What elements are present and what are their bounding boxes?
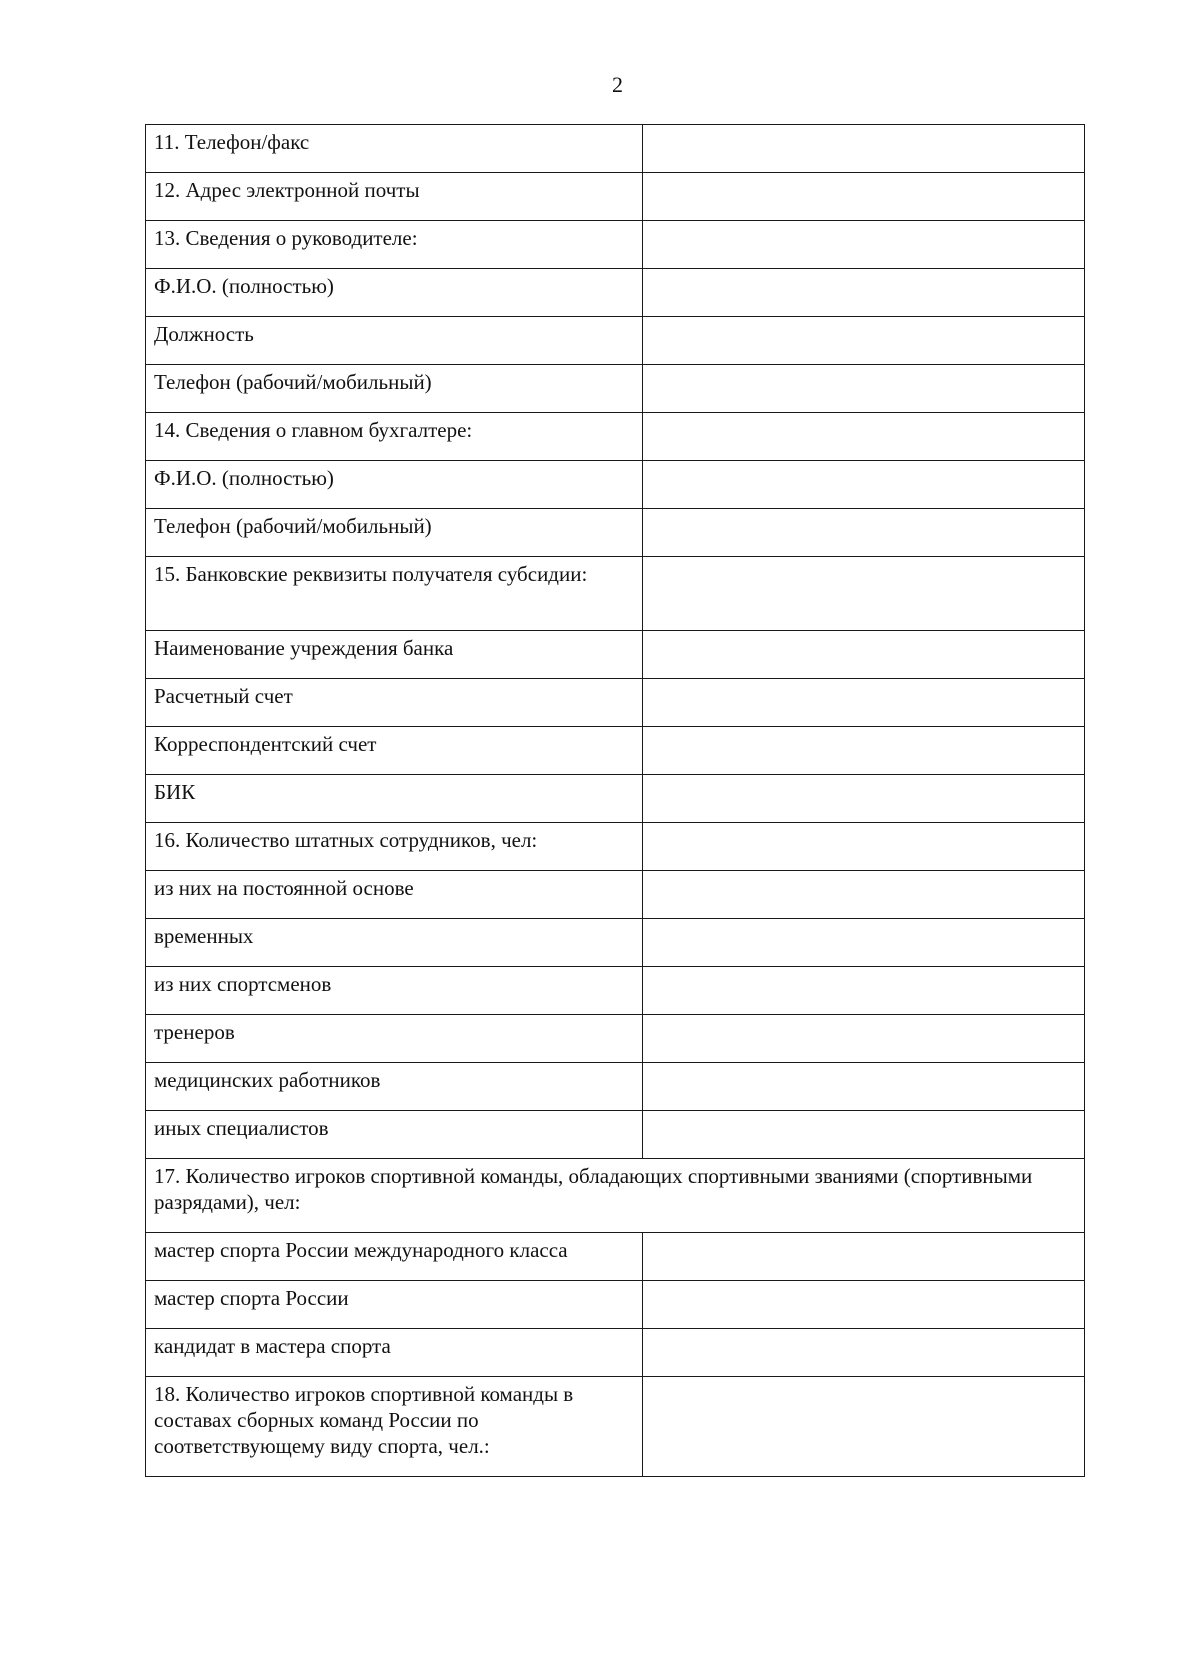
row-value-cell[interactable] — [643, 631, 1085, 679]
row-label: Расчетный счет — [146, 679, 643, 727]
row-value-cell[interactable] — [643, 1063, 1085, 1111]
row-label: из них спортсменов — [146, 967, 643, 1015]
table-row — [146, 365, 1085, 413]
table-row — [146, 413, 1085, 461]
row-label: 13. Сведения о руководителе: — [146, 221, 643, 269]
page-number: 2 — [612, 72, 623, 97]
table-row — [146, 1281, 1085, 1329]
table-row — [146, 125, 1085, 173]
row-label: 12. Адрес электронной почты — [146, 173, 643, 221]
row-value-cell[interactable] — [643, 967, 1085, 1015]
row-label: кандидат в мастера спорта — [146, 1329, 643, 1377]
row-value-cell[interactable] — [643, 1111, 1085, 1159]
table-row — [146, 679, 1085, 727]
row-label: Телефон (рабочий/мобильный) — [146, 365, 643, 413]
row-label: из них на постоянной основе — [146, 871, 643, 919]
table-row — [146, 461, 1085, 509]
row-value-cell[interactable] — [643, 317, 1085, 365]
row-label: 15. Банковские реквизиты получателя субсидии: — [146, 557, 643, 631]
row-value-cell[interactable] — [643, 1233, 1085, 1281]
table-row — [146, 823, 1085, 871]
row-label: временных — [146, 919, 643, 967]
row-label: тренеров — [146, 1015, 643, 1063]
row-value-cell[interactable] — [643, 365, 1085, 413]
row-value-cell[interactable] — [643, 1329, 1085, 1377]
table-row — [146, 509, 1085, 557]
table-row — [146, 173, 1085, 221]
row-label: мастер спорта России международного класса — [146, 1233, 643, 1281]
row-label: мастер спорта России — [146, 1281, 643, 1329]
row-value-cell[interactable] — [643, 221, 1085, 269]
row-value-cell[interactable] — [643, 1281, 1085, 1329]
row-value-cell[interactable] — [643, 823, 1085, 871]
row-value-cell[interactable] — [643, 269, 1085, 317]
row-label: Наименование учреждения банка — [146, 631, 643, 679]
row-label: иных специалистов — [146, 1111, 643, 1159]
table-row — [146, 1111, 1085, 1159]
row-label: 16. Количество штатных сотрудников, чел: — [146, 823, 643, 871]
table-row — [146, 967, 1085, 1015]
table-row — [146, 1329, 1085, 1377]
table-row — [146, 871, 1085, 919]
row-value-cell[interactable] — [643, 509, 1085, 557]
row-label: Телефон (рабочий/мобильный) — [146, 509, 643, 557]
table-row — [146, 727, 1085, 775]
row-label: 17. Количество игроков спортивной команды, обладающих спортивными званиями (спортивными разрядами), чел: — [146, 1159, 1085, 1233]
row-value-cell[interactable] — [643, 679, 1085, 727]
row-value-cell[interactable] — [643, 775, 1085, 823]
row-label: 14. Сведения о главном бухгалтере: — [146, 413, 643, 461]
row-value-cell[interactable] — [643, 557, 1085, 631]
row-label: 11. Телефон/факс — [146, 125, 643, 173]
application-form-table — [145, 124, 1085, 1477]
row-value-cell[interactable] — [643, 125, 1085, 173]
row-label: Ф.И.О. (полностью) — [146, 461, 643, 509]
table-row — [146, 1377, 1085, 1477]
table-row-section-header — [146, 1159, 1085, 1233]
table-row — [146, 317, 1085, 365]
row-value-cell[interactable] — [643, 919, 1085, 967]
table-row — [146, 775, 1085, 823]
table-row — [146, 269, 1085, 317]
table-row — [146, 221, 1085, 269]
table-row — [146, 1063, 1085, 1111]
row-label: Корреспондентский счет — [146, 727, 643, 775]
table-row — [146, 919, 1085, 967]
row-value-cell[interactable] — [643, 1377, 1085, 1477]
row-value-cell[interactable] — [643, 727, 1085, 775]
row-value-cell[interactable] — [643, 413, 1085, 461]
row-label: медицинских работников — [146, 1063, 643, 1111]
row-label: БИК — [146, 775, 643, 823]
row-value-cell[interactable] — [643, 461, 1085, 509]
table-row — [146, 1015, 1085, 1063]
table-row — [146, 631, 1085, 679]
row-value-cell[interactable] — [643, 173, 1085, 221]
row-label: Должность — [146, 317, 643, 365]
table-row — [146, 1233, 1085, 1281]
row-value-cell[interactable] — [643, 871, 1085, 919]
row-value-cell[interactable] — [643, 1015, 1085, 1063]
row-label: Ф.И.О. (полностью) — [146, 269, 643, 317]
row-label: 18. Количество игроков спортивной команды в составах сборных команд России по соответствующему виду спорта, чел.: — [146, 1377, 643, 1477]
table-row — [146, 557, 1085, 631]
